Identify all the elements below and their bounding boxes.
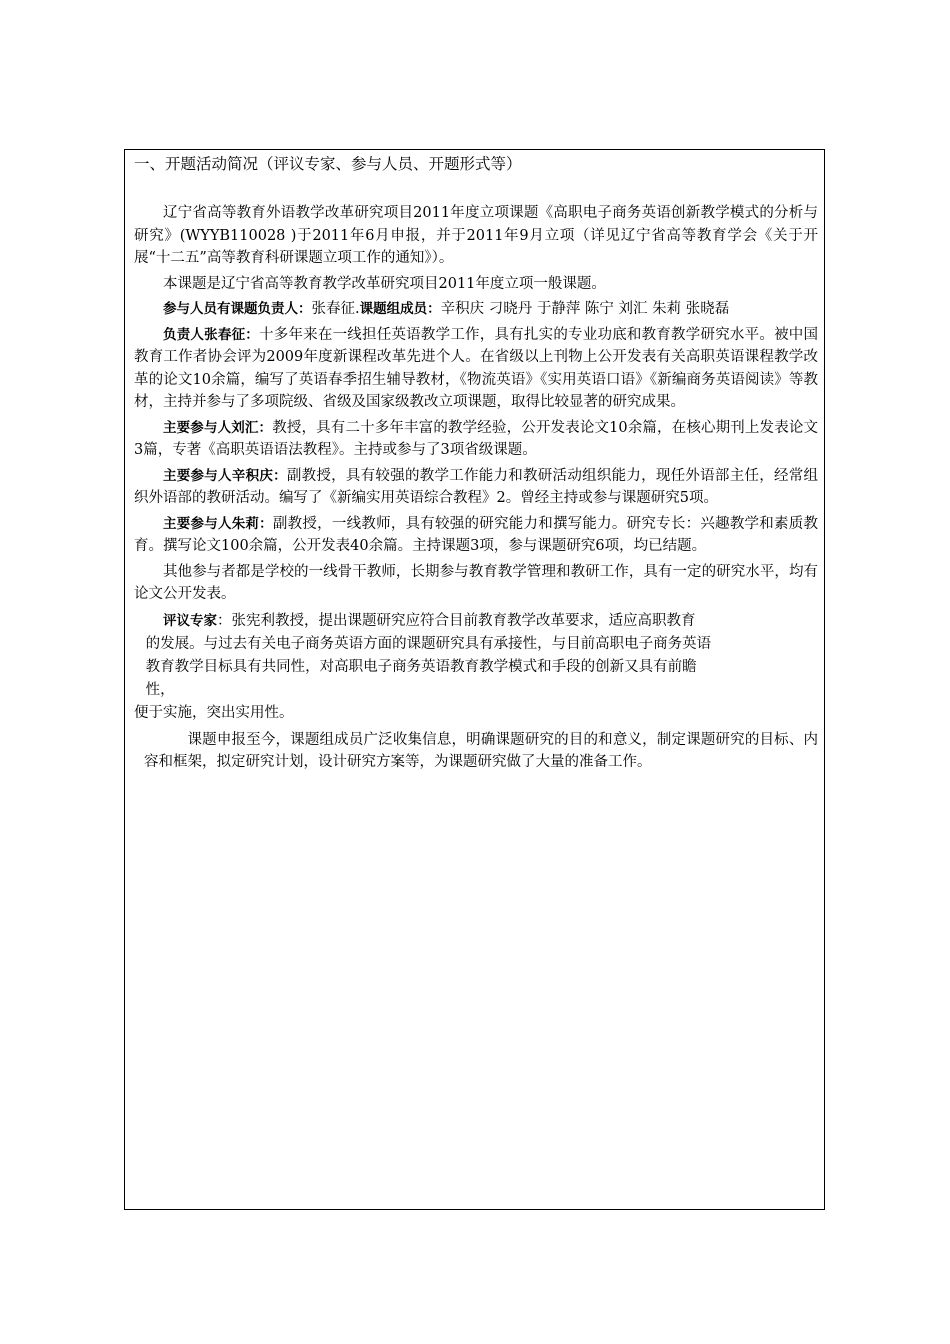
- participant-zhu-label: 主要参与人朱莉：: [163, 515, 273, 532]
- participants-label: 参与人员有课题负责人：: [163, 301, 312, 317]
- participant-xin-text: 副教授，具有较强的教学工作能力和教研活动组织能力，现任外语部主任，经常组织外语部的教研活动。编写了《新编实用英语综合教程》2。曾经主持或参与课题研究5项。: [134, 467, 819, 506]
- others-paragraph: 其他参与者都是学校的一线骨干教师，长期参与教育教学管理和教研工作，具有一定的研究水平，均有论文公开发表。: [134, 563, 818, 602]
- review-line-4: 性，: [145, 681, 175, 698]
- review-line-3: 教育教学目标具有共同性，对高职电子商务英语教育教学模式和手段的创新又具有前瞻: [145, 658, 697, 675]
- form-table-cell: [124, 149, 825, 1210]
- participant-xin-paragraph: [134, 465, 818, 510]
- participants-leader: 张春征.: [311, 301, 360, 317]
- members-label: 课题组成员：: [359, 301, 441, 317]
- leader-zhang-label: 负责人张春征：: [163, 326, 260, 343]
- section-heading: 一、开题活动简况（评议专家、参与人员、开题形式等）: [134, 155, 522, 173]
- content-body: [134, 202, 818, 774]
- leader-zhang-text: 十多年来在一线担任英语教学工作，具有扎实的专业功底和教育教学研究水平。被中国教育工作者协会评为2009年度新课程改革先进个人。在省级以上刊物上公开发表有关高职英语课程教学改革的论文10余篇，编写了英语春季招生辅导教材，《物流英语》《实用英语口语》《新编商务英语阅读》等教材，主持并参与了多项院级、省级及国家级教改立项课题，取得比较显著的研究成果。: [134, 326, 819, 410]
- review-line-2: 的发展。与过去有关电子商务英语方面的课题研究具有承接性，与目前高职电子商务英语: [145, 635, 712, 652]
- review-experts-block: [134, 610, 818, 725]
- participants-paragraph: [134, 298, 818, 321]
- participant-liu-text: 教授，具有二十多年丰富的教学经验，公开发表论文10余篇，在核心期刊上发表论文3篇，专著《高职英语语法教程》。主持或参与了3项省级课题。: [134, 419, 819, 458]
- preparation-paragraph: 课题申报至今，课题组成员广泛收集信息，明确课题研究的目的和意义，制定课题研究的目标、内容和框架，拟定研究计划，设计研究方案等，为课题研究做了大量的准备工作。: [144, 731, 818, 770]
- participant-liu-paragraph: [134, 417, 818, 462]
- participant-zhu-text: 副教授，一线教师，具有较强的研究能力和撰写能力。研究专长：兴趣教学和素质教育。撰写论文100余篇，公开发表40余篇。主持课题3项，参与课题研究6项，均已结题。: [134, 515, 819, 554]
- participant-liu-label: 主要参与人刘汇：: [163, 419, 273, 436]
- review-line: [134, 610, 818, 633]
- participant-zhu-paragraph: [134, 513, 818, 558]
- intro-paragraph: 辽宁省高等教育外语教学改革研究项目2011年度立项课题《高职电子商务英语创新教学模式的分析与研究》(WYYB110028 )于2011年6月申报，并于2011年9月立项（详见辽宁省高等教育学会《关于开展“十二五”高等教育科研课题立项工作的通知》）。: [134, 205, 818, 266]
- leader-zhang-paragraph: [134, 324, 818, 414]
- review-label: 评议专家: [163, 612, 217, 629]
- review-line-1: ：张宪利教授，提出课题研究应符合目前教育教学改革要求，适应高职教育: [217, 612, 696, 629]
- general-paragraph: 本课题是辽宁省高等教育教学改革研究项目2011年度立项一般课题。: [163, 275, 606, 292]
- review-line-5: 便于实施，突出实用性。: [134, 704, 294, 721]
- participant-xin-label: 主要参与人辛积庆：: [163, 467, 287, 484]
- members-list: 辛积庆 刁晓丹 于静萍 陈宁 刘汇 朱莉 张晓磊: [440, 301, 730, 317]
